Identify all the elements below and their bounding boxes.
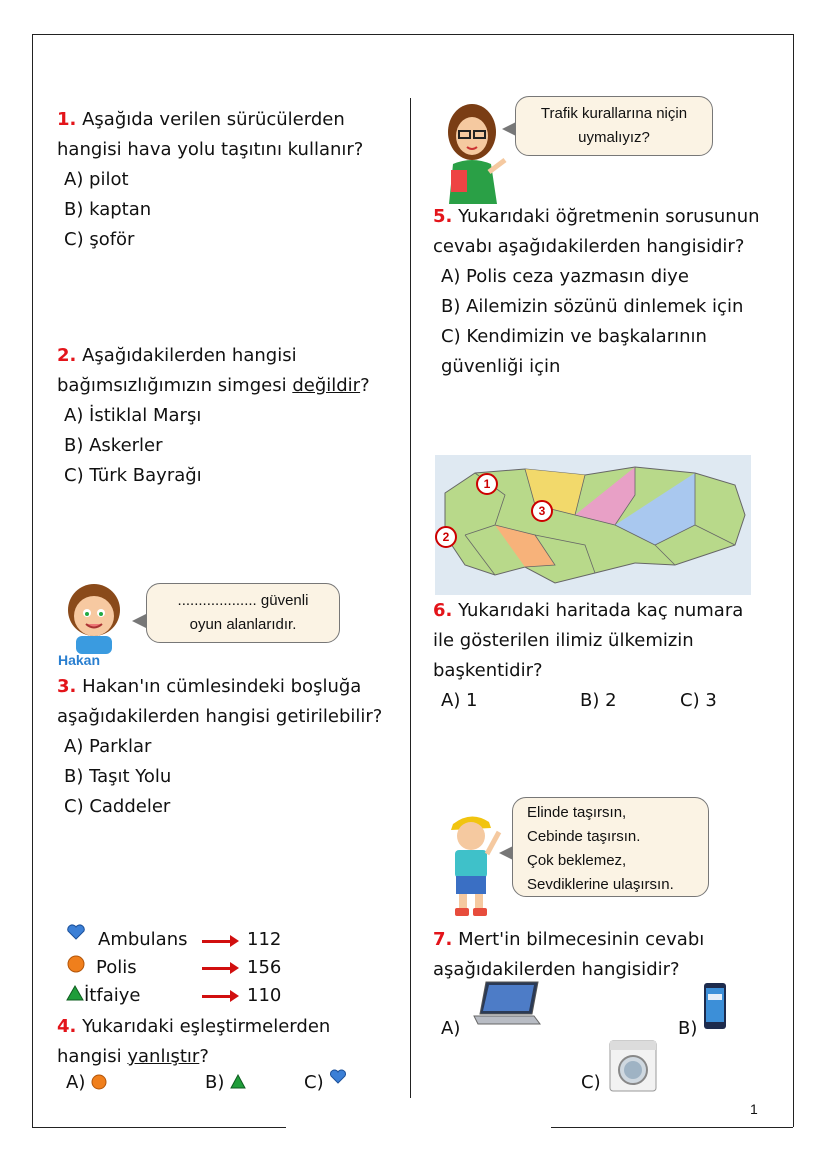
q5-option-c-continued: güvenliği için bbox=[441, 356, 561, 377]
q2-text-pre: bağımsızlığımızın simgesi bbox=[57, 375, 293, 396]
circle-icon bbox=[67, 955, 85, 973]
heart-icon bbox=[329, 1068, 347, 1084]
q2-stem-line2 bbox=[57, 371, 370, 401]
q3-stem-line1 bbox=[57, 672, 361, 702]
q3-number: 3. bbox=[57, 676, 77, 697]
hakan-name-label: Hakan bbox=[58, 652, 101, 668]
q5-option-b[interactable]: B) Ailemizin sözünü dinlemek için bbox=[441, 296, 744, 317]
triangle-icon bbox=[66, 985, 84, 1001]
riddle-line-3: Çok beklemez, bbox=[527, 852, 627, 869]
q6-stem-line2: ile gösterilen ilimiz ülkemizin bbox=[433, 630, 694, 651]
q4-option-c[interactable] bbox=[304, 1068, 347, 1098]
q7-speech-bubble bbox=[512, 797, 709, 897]
pair-number-112: 112 bbox=[247, 929, 282, 950]
page-border-bottom-left bbox=[32, 1127, 286, 1128]
riddle-line-1: Elinde taşırsın, bbox=[527, 804, 627, 821]
q2-text-post: ? bbox=[360, 375, 370, 396]
q4-text-pre: hangisi bbox=[57, 1046, 128, 1067]
map-marker-3: 3 bbox=[531, 500, 553, 522]
q7-option-a[interactable]: A) bbox=[441, 1018, 461, 1039]
q5-bubble-tail bbox=[502, 122, 516, 136]
q5-option-c[interactable]: C) Kendimizin ve başkalarının bbox=[441, 326, 707, 347]
q1-stem-line2: hangisi hava yolu taşıtını kullanır? bbox=[57, 139, 364, 160]
arrow-icon bbox=[230, 935, 239, 947]
q1-text: Aşağıda verilen sürücülerden bbox=[76, 109, 345, 130]
q3-stem-line2: aşağıdakilerden hangisi getirilebilir? bbox=[57, 706, 383, 727]
q4-option-a-label: A) bbox=[66, 1072, 86, 1093]
q6-stem-line1 bbox=[433, 596, 743, 626]
q5-number: 5. bbox=[433, 206, 453, 227]
q7-stem-line2: aşağıdakilerden hangisidir? bbox=[433, 959, 680, 980]
pair-label-polis: Polis bbox=[96, 957, 137, 978]
laptop-icon[interactable] bbox=[472, 980, 542, 1032]
q6-stem-line3: başkentidir? bbox=[433, 660, 543, 681]
q4-number: 4. bbox=[57, 1016, 77, 1037]
page-number: 1 bbox=[750, 1101, 758, 1117]
mert-illustration bbox=[441, 810, 505, 918]
q6-option-a[interactable]: A) 1 bbox=[441, 690, 478, 711]
riddle-line-2: Cebinde taşırsın. bbox=[527, 828, 641, 845]
riddle-line-4: Sevdiklerine ulaşırsın. bbox=[527, 876, 674, 893]
q3-text: Hakan'ın cümlesindeki boşluğa bbox=[76, 676, 362, 697]
pair-number-156: 156 bbox=[247, 957, 282, 978]
q3-option-a[interactable]: A) Parklar bbox=[64, 736, 152, 757]
q4-stem-line1 bbox=[57, 1012, 330, 1042]
q7-option-b[interactable]: B) bbox=[678, 1018, 698, 1039]
q1-option-a[interactable]: A) pilot bbox=[64, 169, 129, 190]
pair-label-itfaiye: İtfaiye bbox=[84, 985, 141, 1006]
map-marker-2: 2 bbox=[435, 526, 457, 548]
q4-text-post: ? bbox=[199, 1046, 209, 1067]
q3-option-c[interactable]: C) Caddeler bbox=[64, 796, 171, 817]
q6-option-b[interactable]: B) 2 bbox=[580, 690, 617, 711]
circle-icon bbox=[91, 1074, 107, 1090]
pair-label-ambulans: Ambulans bbox=[98, 929, 188, 950]
washing-machine-icon[interactable] bbox=[609, 1040, 657, 1092]
q2-text: Aşağıdakilerden hangisi bbox=[76, 345, 297, 366]
q3-speech-bubble bbox=[146, 583, 340, 643]
q2-option-c[interactable]: C) Türk Bayrağı bbox=[64, 465, 202, 486]
teacher-illustration bbox=[437, 100, 507, 204]
q5-bubble-line2: uymalıyız? bbox=[578, 129, 650, 146]
arrow-icon bbox=[230, 990, 239, 1002]
smartphone-icon[interactable] bbox=[703, 982, 727, 1030]
q3-option-b[interactable]: B) Taşıt Yolu bbox=[64, 766, 172, 787]
q5-option-a[interactable]: A) Polis ceza yazmasın diye bbox=[441, 266, 689, 287]
q2-stem-line1 bbox=[57, 341, 297, 371]
q1-option-c[interactable]: C) şoför bbox=[64, 229, 135, 250]
q4-option-a[interactable] bbox=[66, 1068, 107, 1098]
q6-number: 6. bbox=[433, 600, 453, 621]
column-divider bbox=[410, 98, 411, 1098]
q2-option-a[interactable]: A) İstiklal Marşı bbox=[64, 405, 202, 426]
arrow-shaft bbox=[202, 940, 230, 943]
q4-underlined-word: yanlıştır bbox=[127, 1046, 200, 1067]
q2-underlined-word: değildir bbox=[292, 375, 361, 396]
q4-option-b[interactable] bbox=[205, 1068, 246, 1098]
map-marker-1: 1 bbox=[476, 473, 498, 495]
page-border-top bbox=[32, 34, 793, 35]
q6-text: Yukarıdaki haritada kaç numara bbox=[452, 600, 744, 621]
q2-option-b[interactable]: B) Askerler bbox=[64, 435, 163, 456]
q7-text: Mert'in bilmecesinin cevabı bbox=[452, 929, 705, 950]
q5-speech-bubble bbox=[515, 96, 713, 156]
q3-bubble-line2: oyun alanlarıdır. bbox=[189, 616, 297, 633]
q7-stem-line1 bbox=[433, 925, 704, 955]
q5-stem-line2: cevabı aşağıdakilerden hangisidir? bbox=[433, 236, 745, 257]
q5-bubble-line1: Trafik kurallarına niçin bbox=[540, 105, 688, 122]
heart-icon bbox=[66, 923, 86, 941]
arrow-shaft bbox=[202, 995, 230, 998]
page-border-left bbox=[32, 34, 33, 1127]
q4-option-b-label: B) bbox=[205, 1072, 225, 1093]
arrow-shaft bbox=[202, 967, 230, 970]
q6-option-c[interactable]: C) 3 bbox=[680, 690, 717, 711]
pair-number-110: 110 bbox=[247, 985, 282, 1006]
page-border-bottom-right bbox=[551, 1127, 793, 1128]
q4-text: Yukarıdaki eşleştirmelerden bbox=[76, 1016, 331, 1037]
page-border-right bbox=[793, 34, 794, 1127]
arrow-icon bbox=[230, 962, 239, 974]
q1-option-b[interactable]: B) kaptan bbox=[64, 199, 152, 220]
q1-stem-line1 bbox=[57, 105, 345, 135]
q7-bubble-tail bbox=[499, 846, 513, 860]
q2-number: 2. bbox=[57, 345, 77, 366]
q7-number: 7. bbox=[433, 929, 453, 950]
triangle-icon bbox=[230, 1074, 246, 1089]
q4-option-c-label: C) bbox=[304, 1072, 324, 1093]
q3-bubble-line1: ................... güvenli bbox=[177, 592, 309, 609]
q5-stem-line1 bbox=[433, 202, 760, 232]
q7-option-c[interactable]: C) bbox=[581, 1072, 601, 1093]
q1-number: 1. bbox=[57, 109, 77, 130]
q5-text: Yukarıdaki öğretmenin sorusunun bbox=[452, 206, 760, 227]
